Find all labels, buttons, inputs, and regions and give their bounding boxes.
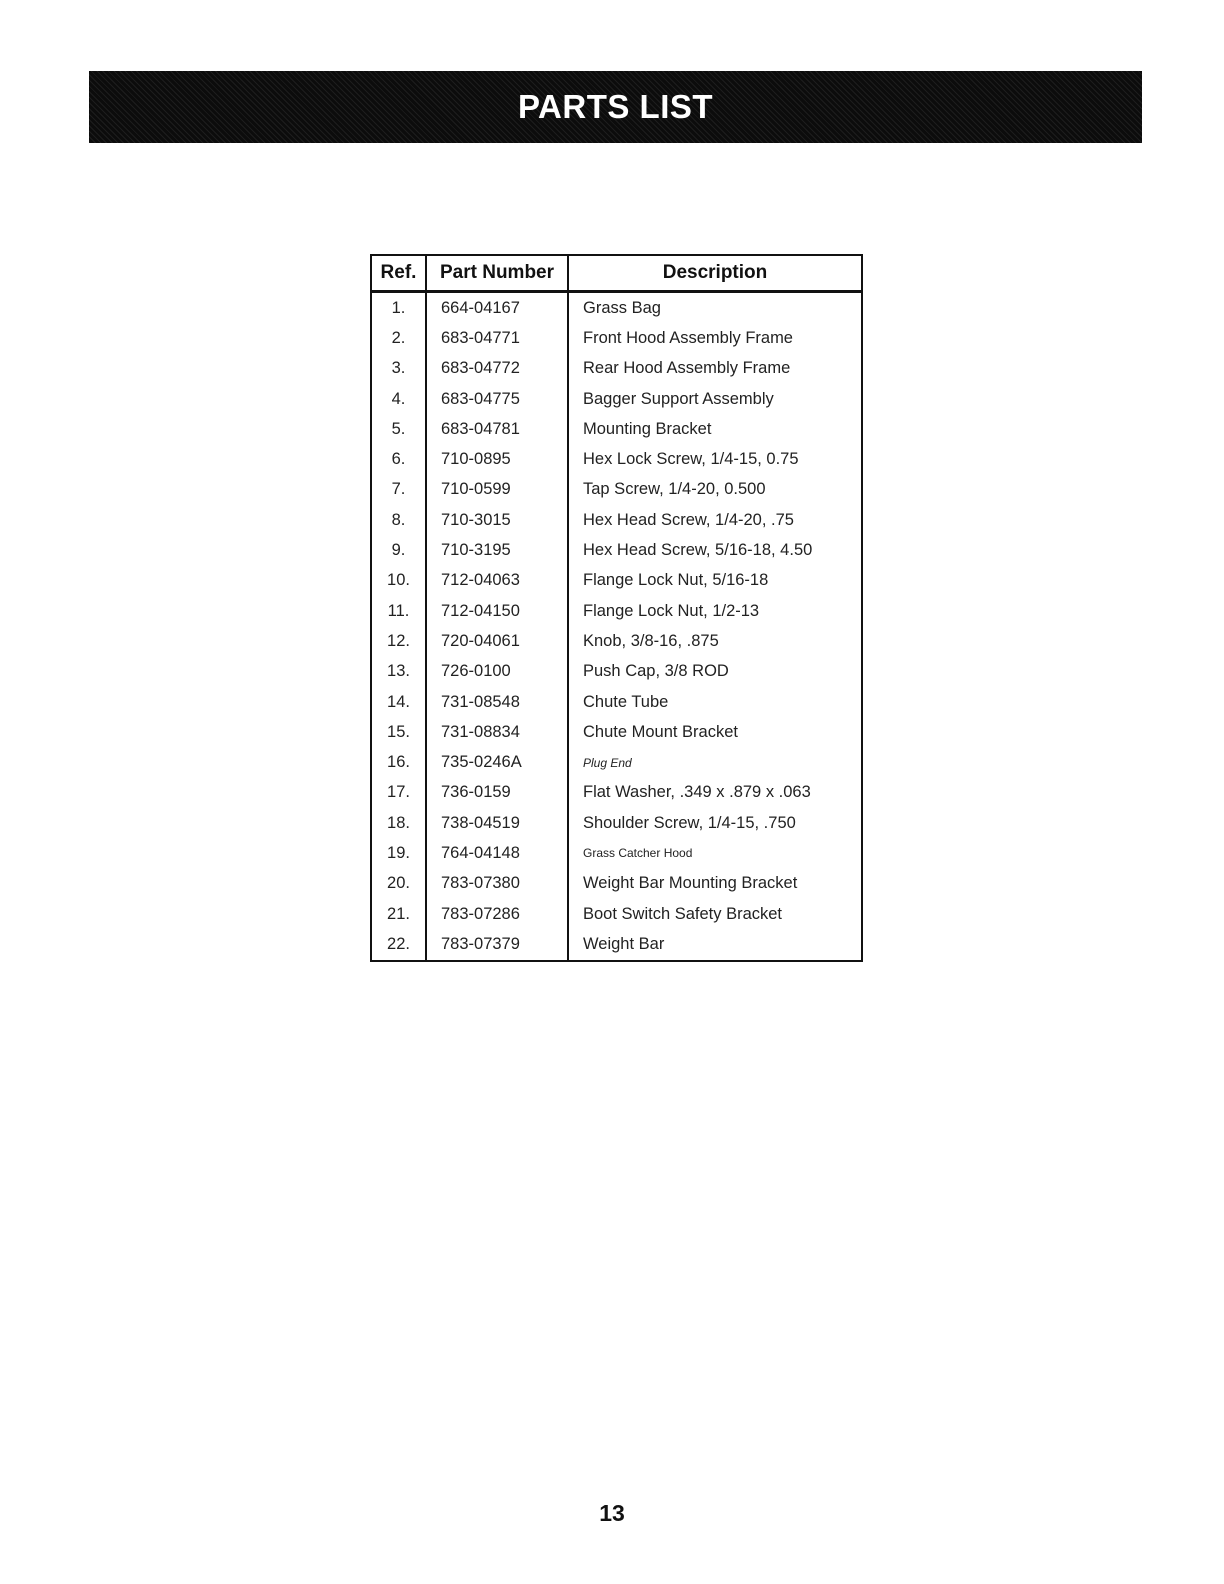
table-row	[371, 929, 862, 960]
table-row	[371, 687, 862, 717]
table-row	[371, 869, 862, 899]
description-cell: Chute Tube	[568, 687, 862, 717]
part-number-cell: 712-04063	[426, 566, 568, 596]
part-number-cell: 735-0246A	[426, 747, 568, 777]
ref-cell: 18.	[371, 808, 426, 838]
part-number-cell: 710-0895	[426, 444, 568, 474]
ref-cell: 22.	[371, 929, 426, 960]
ref-cell: 10.	[371, 566, 426, 596]
page-number: 13	[599, 1500, 625, 1526]
ref-cell: 15.	[371, 717, 426, 747]
part-number-cell: 710-3195	[426, 535, 568, 565]
description-cell: Flat Washer, .349 x .879 x .063	[568, 778, 862, 808]
part-number-cell: 720-04061	[426, 626, 568, 656]
description-cell: Hex Lock Screw, 1/4-15, 0.75	[568, 444, 862, 474]
table-row	[371, 778, 862, 808]
table-row	[371, 414, 862, 444]
part-number-cell: 710-3015	[426, 505, 568, 535]
table-row	[371, 323, 862, 353]
ref-cell: 12.	[371, 626, 426, 656]
ref-cell: 17.	[371, 778, 426, 808]
table-row	[371, 535, 862, 565]
ref-cell: 5.	[371, 414, 426, 444]
table-row	[371, 838, 862, 868]
ref-cell: 20.	[371, 869, 426, 899]
table-row	[371, 292, 862, 324]
column-header-description: Description	[568, 255, 862, 292]
part-number-cell: 736-0159	[426, 778, 568, 808]
part-number-cell: 731-08834	[426, 717, 568, 747]
table-row	[371, 566, 862, 596]
table-row	[371, 899, 862, 929]
table-row	[371, 626, 862, 656]
description-cell: Knob, 3/8-16, .875	[568, 626, 862, 656]
ref-cell: 9.	[371, 535, 426, 565]
column-header-ref: Ref.	[371, 255, 426, 292]
ref-cell: 8.	[371, 505, 426, 535]
ref-cell: 21.	[371, 899, 426, 929]
description-cell: Flange Lock Nut, 5/16-18	[568, 566, 862, 596]
description-cell: Weight Bar	[568, 929, 862, 960]
part-number-cell: 683-04771	[426, 323, 568, 353]
table-header-row	[371, 255, 862, 292]
table-row	[371, 717, 862, 747]
parts-table	[370, 254, 863, 962]
part-number-cell: 710-0599	[426, 475, 568, 505]
part-number-cell: 731-08548	[426, 687, 568, 717]
table-row	[371, 808, 862, 838]
description-cell: Bagger Support Assembly	[568, 384, 862, 414]
part-number-cell: 738-04519	[426, 808, 568, 838]
description-cell: Weight Bar Mounting Bracket	[568, 869, 862, 899]
table-row	[371, 657, 862, 687]
table-row	[371, 505, 862, 535]
ref-cell: 13.	[371, 657, 426, 687]
ref-cell: 16.	[371, 747, 426, 777]
description-cell: Flange Lock Nut, 1/2-13	[568, 596, 862, 626]
ref-cell: 2.	[371, 323, 426, 353]
description-cell: Grass Catcher Hood	[568, 838, 862, 868]
part-number-cell: 783-07286	[426, 899, 568, 929]
description-cell: Shoulder Screw, 1/4-15, .750	[568, 808, 862, 838]
table-row	[371, 596, 862, 626]
description-cell: Mounting Bracket	[568, 414, 862, 444]
title-banner	[89, 71, 1142, 143]
table-row	[371, 444, 862, 474]
description-cell: Hex Head Screw, 5/16-18, 4.50	[568, 535, 862, 565]
ref-cell: 14.	[371, 687, 426, 717]
description-cell: Grass Bag	[568, 292, 862, 324]
description-cell: Chute Mount Bracket	[568, 717, 862, 747]
ref-cell: 3.	[371, 354, 426, 384]
ref-cell: 7.	[371, 475, 426, 505]
column-header-part-number: Part Number	[426, 255, 568, 292]
part-number-cell: 712-04150	[426, 596, 568, 626]
part-number-cell: 726-0100	[426, 657, 568, 687]
ref-cell: 4.	[371, 384, 426, 414]
table-row	[371, 384, 862, 414]
part-number-cell: 683-04772	[426, 354, 568, 384]
ref-cell: 6.	[371, 444, 426, 474]
table-row	[371, 354, 862, 384]
description-cell: Plug End	[568, 747, 862, 777]
part-number-cell: 783-07379	[426, 929, 568, 960]
part-number-cell: 683-04781	[426, 414, 568, 444]
description-cell: Boot Switch Safety Bracket	[568, 899, 862, 929]
description-cell: Rear Hood Assembly Frame	[568, 354, 862, 384]
ref-cell: 19.	[371, 838, 426, 868]
part-number-cell: 664-04167	[426, 292, 568, 324]
description-cell: Push Cap, 3/8 ROD	[568, 657, 862, 687]
description-cell: Front Hood Assembly Frame	[568, 323, 862, 353]
part-number-cell: 683-04775	[426, 384, 568, 414]
ref-cell: 1.	[371, 292, 426, 324]
page-title: PARTS LIST	[517, 88, 714, 125]
part-number-cell: 783-07380	[426, 869, 568, 899]
description-cell: Hex Head Screw, 1/4-20, .75	[568, 505, 862, 535]
table-row	[371, 475, 862, 505]
description-cell: Tap Screw, 1/4-20, 0.500	[568, 475, 862, 505]
table-row	[371, 747, 862, 777]
part-number-cell: 764-04148	[426, 838, 568, 868]
ref-cell: 11.	[371, 596, 426, 626]
